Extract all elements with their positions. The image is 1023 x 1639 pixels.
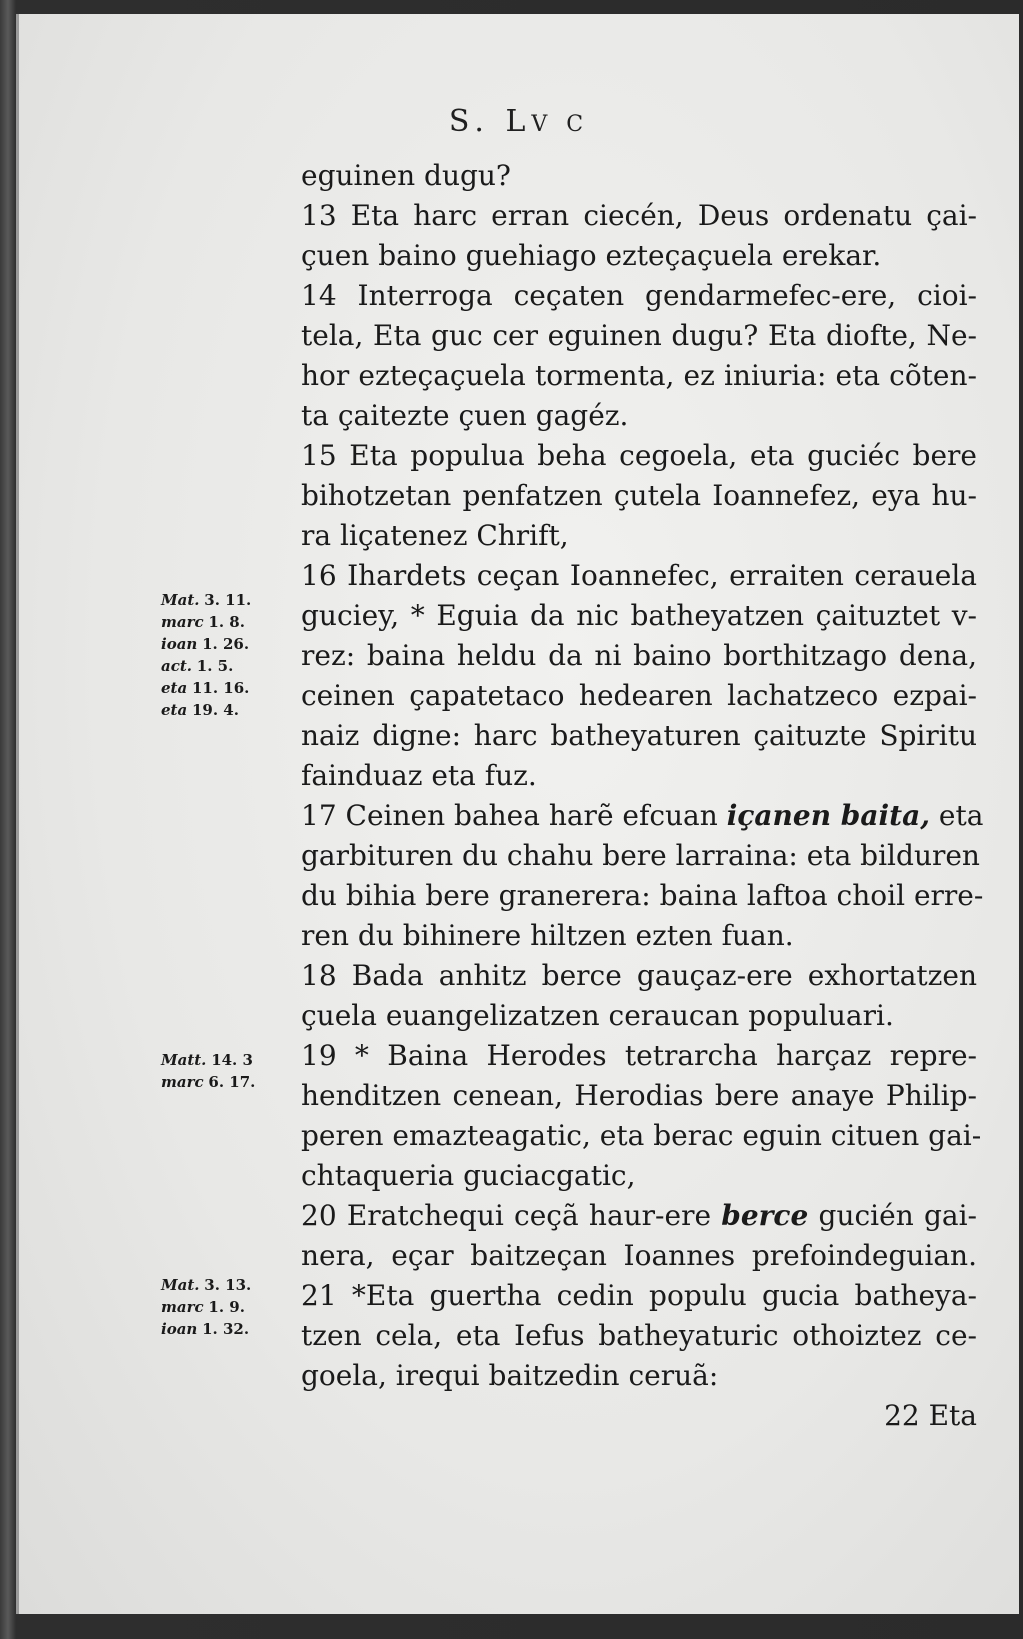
text-line: 19 * Baina Herodes tetrarcha harçaz repre- bbox=[301, 1039, 977, 1072]
margin-ref: ioan 1. 32. bbox=[161, 1320, 250, 1338]
margin-ref: Mat. 3. 11. bbox=[161, 591, 252, 609]
margin-ref: eta 19. 4. bbox=[161, 701, 239, 719]
margin-ref: marc 1. 9. bbox=[161, 1298, 245, 1316]
text-line: çuela euangelizatzen ceraucan populuari. bbox=[301, 999, 894, 1032]
text-line: ta çaitezte çuen gagéz. bbox=[301, 399, 629, 432]
text-line: ceinen çapatetaco hedearen lachatzeco ezpai- bbox=[301, 679, 977, 712]
margin-notes-1 bbox=[161, 589, 286, 721]
line-20-start: 20 Eratchequi ceçã haur-ere bbox=[301, 1199, 712, 1232]
text-line: 14 Interroga ceçaten gendarmefec-ere, cioi- bbox=[301, 279, 977, 312]
text-line: peren emazteagatic, eta berac eguin cituen gai- bbox=[301, 1119, 982, 1152]
text-line: nera, eçar baitzeçan Ioannes prefoindeguian. bbox=[301, 1239, 977, 1272]
text-line: fainduaz eta fuz. bbox=[301, 759, 537, 792]
margin-ref: ioan 1. 26. bbox=[161, 635, 250, 653]
text-line: du bihia bere granerera: baina laftoa choil erre- bbox=[301, 879, 984, 912]
catchword: 22 Eta bbox=[884, 1399, 977, 1432]
margin-ref: Matt. 14. 3 bbox=[161, 1051, 253, 1069]
text-line: bihotzetan penfatzen çutela Ioannefez, eya hu- bbox=[301, 479, 977, 512]
header-l: L bbox=[505, 104, 532, 139]
margin-ref: eta 11. 16. bbox=[161, 679, 250, 697]
text-line: tela, Eta guc cer eguinen dugu? Eta diofte, Ne- bbox=[301, 319, 977, 352]
text-line: çuen baino guehiago ezteçaçuela erekar. bbox=[301, 239, 882, 272]
text-line: ren du bihinere hiltzen ezten fuan. bbox=[301, 919, 794, 952]
body-text bbox=[301, 156, 984, 1436]
text-line: rez: baina heldu da ni baino borthitzago dena, bbox=[301, 639, 977, 672]
margin-ref: marc 1. 8. bbox=[161, 613, 245, 631]
margin-ref: Mat. 3. 13. bbox=[161, 1276, 252, 1294]
text-line: chtaqueria guciacgatic, bbox=[301, 1159, 636, 1192]
text-line: 18 Bada anhitz berce gauçaz-ere exhortatzen bbox=[301, 959, 977, 992]
margin-notes-3 bbox=[161, 1274, 286, 1340]
text-line: eguinen dugu? bbox=[301, 159, 511, 192]
text-line-17 bbox=[301, 796, 984, 836]
text-line: goela, irequi baitzedin ceruã: bbox=[301, 1359, 719, 1392]
line-17-italic: içanen baita, bbox=[726, 799, 930, 832]
margin-notes-2 bbox=[161, 1049, 286, 1093]
margin-ref: act. 1. 5. bbox=[161, 657, 234, 675]
text-line: 16 Ihardets ceçan Ioannefec, erraiten cerauela bbox=[301, 559, 977, 592]
book-page bbox=[16, 14, 1019, 1614]
line-20-italic: berce bbox=[721, 1199, 809, 1232]
text-line: garbituren du chahu bere larraina: eta bilduren bbox=[301, 839, 980, 872]
text-line: 15 Eta populua beha cegoela, eta guciéc bere bbox=[301, 439, 977, 472]
margin-ref: marc 6. 17. bbox=[161, 1073, 256, 1091]
line-17-start: 17 Ceinen bahea harẽ efcuan bbox=[301, 799, 718, 832]
running-header bbox=[19, 104, 1019, 139]
line-17-tail: eta bbox=[938, 799, 984, 832]
text-line-20 bbox=[301, 1196, 977, 1236]
header-s: S. bbox=[448, 104, 490, 139]
text-line: guciey, * Eguia da nic batheyatzen çaituztet v- bbox=[301, 599, 977, 632]
text-line: naiz digne: harc batheyaturen çaituzte Spiritu bbox=[301, 719, 977, 752]
text-line: hor ezteçaçuela tormenta, ez iniuria: eta cõten- bbox=[301, 359, 977, 392]
text-line: 13 Eta harc erran ciecén, Deus ordenatu çai- bbox=[301, 199, 977, 232]
line-20-tail: gucién gai- bbox=[818, 1199, 977, 1232]
text-line: tzen cela, eta Iefus batheyaturic othoiztez ce- bbox=[301, 1319, 977, 1352]
text-line: 21 *Eta guertha cedin populu gucia batheya- bbox=[301, 1279, 977, 1312]
text-line: henditzen cenean, Herodias bere anaye Philip- bbox=[301, 1079, 977, 1112]
header-vc: V C bbox=[531, 112, 590, 137]
text-line: ra liçatenez Chrift, bbox=[301, 519, 569, 552]
